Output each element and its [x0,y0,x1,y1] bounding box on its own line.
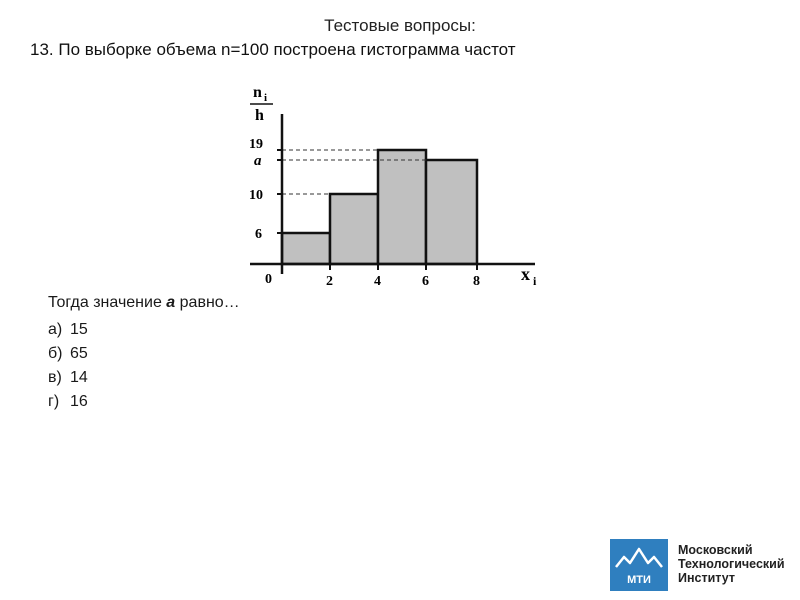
y-tick-label-10: 10 [249,188,263,203]
x-tick-label-4: 4 [374,274,381,289]
option-letter: г) [48,393,60,410]
histogram-bar-6-8 [426,160,477,264]
y-tick-label-19: 19 [249,137,263,152]
x-tick-label-2: 2 [326,274,333,289]
histogram-bar-0-2 [282,233,330,264]
option-a[interactable] [48,318,88,342]
prompt-text-before: Тогда значение [48,294,167,311]
option-letter: а) [48,321,63,338]
answer-prompt [48,294,240,312]
x-tick-label-6: 6 [422,274,429,289]
institute-name-line-3: Институт [678,571,735,585]
prompt-variable: a [166,294,176,311]
institute-name-line-1: Московский [678,543,753,557]
answer-options [48,318,88,414]
institute-name [678,543,785,585]
prompt-text-after: равно… [175,294,240,311]
y-tick-label-a: a [254,153,262,169]
option-value: 16 [70,393,88,410]
x-axis-label: x [521,264,530,284]
slide-heading: Тестовые вопросы: [324,16,476,35]
x-tick-label-0: 0 [265,272,272,287]
question-text: 13. По выборке объема n=100 построена гистограмма частот [30,40,516,59]
option-letter: б) [48,345,63,362]
y-axis-label-denominator: h [255,107,264,124]
histogram-chart [235,78,545,293]
logo-abbreviation: МТИ [627,574,651,586]
x-axis-label-subscript: i [533,274,537,288]
histogram-bar-2-4 [330,194,378,264]
option-value: 14 [70,369,88,386]
y-axis-label-numerator-subscript: i [264,92,268,104]
mti-logo [610,539,668,591]
option-v[interactable] [48,366,88,390]
option-g[interactable] [48,390,88,414]
option-b[interactable] [48,342,88,366]
y-axis-label-numerator: n [253,84,262,101]
institute-name-line-2: Технологический [678,557,785,571]
y-tick-label-6: 6 [255,227,262,242]
option-value: 15 [70,321,88,338]
option-letter: в) [48,369,62,386]
x-tick-label-8: 8 [473,274,480,289]
option-value: 65 [70,345,88,362]
histogram-bar-4-6 [378,150,426,264]
mountain-icon [610,539,668,591]
